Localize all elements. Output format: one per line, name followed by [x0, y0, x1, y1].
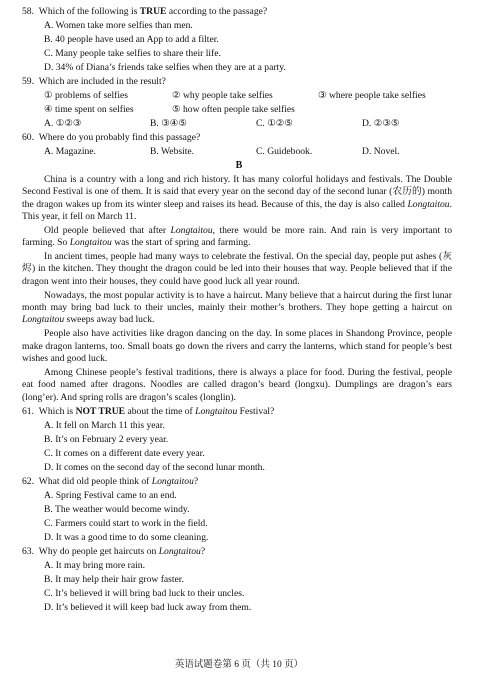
festival-name: Longtaitou	[407, 198, 450, 210]
option-62-b: B. The weather would become windy.	[44, 503, 190, 515]
stem-text: Why do people get haircuts on	[38, 545, 159, 557]
option-63-b: B. It may help their hair grow faster.	[44, 573, 184, 585]
stem-text-end: according to the passage?	[166, 6, 268, 17]
stem-text: Which of the following is	[38, 6, 140, 17]
passage-paragraph-3: In ancient times, people had many ways to celebrate the festival. On the special day, people put ashes (灰烬) in the kitchen. They thought the dragon could be led into their houses that way. People believed that if the dragon went into their houses, they could have good luck all year round.	[22, 251, 452, 287]
question-number: 58.	[22, 6, 34, 17]
question-62-stem	[22, 476, 198, 488]
festival-name: Longtaitou	[158, 545, 201, 557]
option-58-c: C. Many people take selfies to share their life.	[44, 48, 221, 59]
choice-60-d: D. Novel.	[362, 146, 400, 157]
option-58-b: B. 40 people have used an App to add a filter.	[44, 34, 219, 45]
festival-name: Longtaitou	[170, 224, 213, 236]
question-59-stem	[22, 76, 166, 88]
option-58-d: D. 34% of Diana’s friends take selfies when they are at a party.	[44, 62, 286, 73]
stem-text: about the time of	[125, 405, 196, 417]
option-61-a: A. It fell on March 11 this year.	[44, 419, 165, 431]
option-61-c: C. It comes on a different date every year.	[44, 447, 205, 459]
stem-text: Where do you probably find this passage?	[38, 132, 201, 143]
option-62-a: A. Spring Festival came to an end.	[44, 489, 177, 501]
question-63-stem	[22, 546, 205, 558]
choice-59-c: C. ①②⑤	[256, 118, 293, 129]
stem-text: Which are included in the result?	[38, 76, 166, 87]
stem-text-end: Festival?	[237, 405, 275, 417]
option-63-c: C. It’s believed it will bring bad luck to their uncles.	[44, 587, 245, 599]
option-63-a: A. It may bring more rain.	[44, 559, 145, 571]
stem-emphasis: TRUE	[139, 6, 167, 17]
question-number: 62.	[22, 475, 34, 487]
section-heading: B	[235, 160, 243, 171]
choice-59-d: D. ②③⑤	[362, 118, 400, 129]
option-61-b: B. It’s on February 2 every year.	[44, 433, 169, 445]
question-number: 60.	[22, 132, 34, 143]
passage-paragraph-5: People also have activities like dragon dancing on the day. In some places in Shandong Province, people make dragon lanterns, too. Small boats go down the rivers and carry the lanterns, which stand for people’s best wishes and good luck.	[22, 328, 452, 364]
passage-paragraph-4	[22, 290, 452, 327]
item-59-4: ④ time spent on selfies	[44, 104, 134, 115]
choice-59-b: B. ③④⑤	[150, 118, 187, 129]
festival-name: Longtaitou	[151, 475, 194, 487]
question-61-stem	[22, 406, 274, 418]
festival-name: Longtaitou	[22, 314, 65, 326]
stem-text-end: ?	[200, 545, 206, 557]
choice-60-c: C. Guidebook.	[256, 146, 313, 157]
choice-60-a: A. Magazine.	[44, 146, 96, 157]
passage-text: was the start of spring and farming.	[111, 237, 251, 249]
choice-60-b: B. Website.	[150, 146, 195, 157]
question-number: 59.	[22, 76, 34, 87]
festival-name: Longtaitou	[195, 405, 238, 417]
passage-paragraph-6: Among Chinese people’s festival traditions, there is always a place for food. During the festival, people eat food named after dragons. Noodles are called dragon’s beard (longxu). Dumplings are dragon’s ears (long’er). And spring rolls are dragon’s scales (longlin).	[22, 366, 452, 403]
festival-name: Longtaitou	[69, 237, 112, 249]
passage-paragraph-2	[22, 225, 452, 250]
stem-text: Which is	[38, 405, 76, 417]
question-60-stem	[22, 132, 200, 144]
option-62-d: D. It was a good time to do some cleaning.	[44, 531, 209, 543]
item-59-2: ② why people take selfies	[172, 90, 273, 101]
stem-emphasis: NOT TRUE	[75, 405, 126, 417]
option-62-c: C. Farmers could start to work in the field.	[44, 517, 208, 529]
choice-59-a: A. ①②③	[44, 118, 82, 129]
stem-text-end: ?	[193, 475, 199, 487]
option-63-d: D. It’s believed it will keep bad luck away from them.	[44, 601, 252, 613]
item-59-5: ⑤ how often people take selfies	[172, 104, 295, 115]
item-59-3: ③ where people take selfies	[318, 90, 426, 101]
passage-text: China is a country with a long and rich history. It has many colorful holidays and festivals. The Double Second Festival is one of them. It is said that every year on the second day of the second lunar (农历的) month the dragon wakes up from its winter sleep and raises its head. Because of this, the day is also called	[22, 174, 452, 210]
passage-paragraph-1	[22, 174, 452, 223]
option-61-d: D. It comes on the second day of the second lunar month.	[44, 461, 265, 473]
passage-text: sweeps away bad luck.	[64, 314, 155, 326]
stem-text: What did old people think of	[38, 475, 152, 487]
question-number: 61.	[22, 405, 34, 417]
passage-text: Old people believed that after	[44, 224, 171, 236]
page-footer: 英语试题卷第 6 页（共 10 页）	[174, 660, 304, 670]
option-58-a: A. Women take more selfies than men.	[44, 20, 193, 31]
question-58-stem	[22, 6, 267, 18]
question-number: 63.	[22, 545, 34, 557]
item-59-1: ① problems of selfies	[44, 90, 129, 101]
passage-text: . This year, it fell on March 11.	[22, 198, 452, 222]
passage-text: Nowadays, the most popular activity is to have a haircut. Many believe that a haircut during the first lunar month may bring bad luck to their uncles, mainly their mother’s brothers. They hope getting a haircut on	[22, 289, 452, 314]
passage-text: , there would be more rain. And rain is very important to farming. So	[22, 224, 452, 249]
